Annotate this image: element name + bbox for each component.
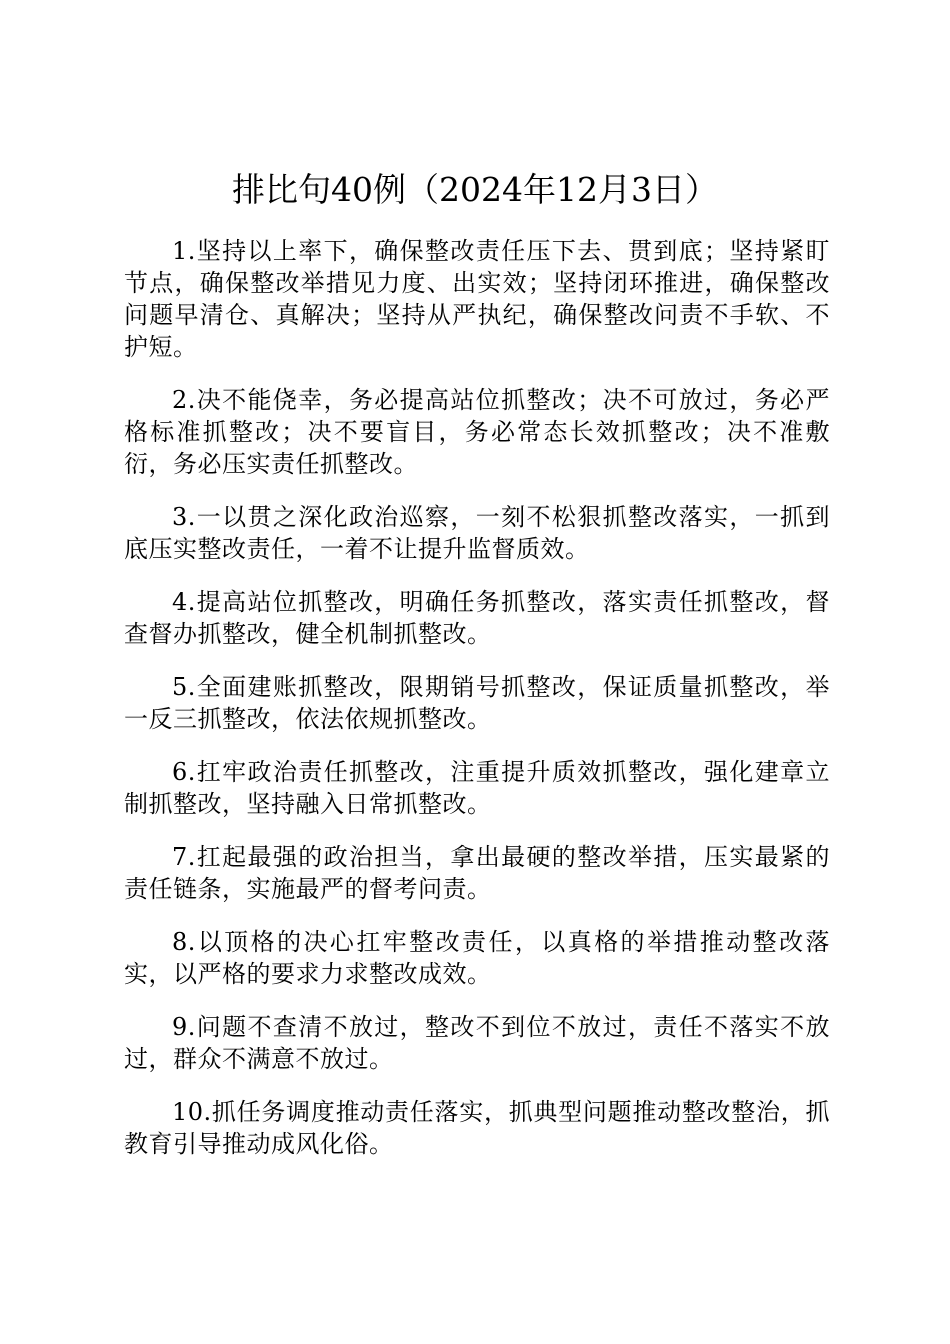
paragraph-4: 4.提高站位抓整改，明确任务抓整改，落实责任抓整改，督查督办抓整改，健全机制抓整改。: [124, 588, 830, 648]
paragraph-9: 9.问题不查清不放过，整改不到位不放过，责任不落实不放过，群众不满意不放过。: [124, 1013, 830, 1073]
paragraph-3: 3.一以贯之深化政治巡察，一刻不松狠抓整改落实，一抓到底压实整改责任，一着不让提升监督质效。: [124, 503, 830, 563]
paragraph-7: 7.扛起最强的政治担当，拿出最硬的整改举措，压实最紧的责任链条，实施最严的督考问责。: [124, 843, 830, 903]
document-body: [124, 235, 830, 1181]
paragraph-6: 6.扛牢政治责任抓整改，注重提升质效抓整改，强化建章立制抓整改，坚持融入日常抓整改。: [124, 758, 830, 818]
page-title: 排比句40例（2024年12月3日）: [232, 170, 718, 209]
paragraph-8: 8.以顶格的决心扛牢整改责任，以真格的举措推动整改落实，以严格的要求力求整改成效。: [124, 928, 830, 988]
paragraph-5: 5.全面建账抓整改，限期销号抓整改，保证质量抓整改，举一反三抓整改，依法依规抓整改。: [124, 673, 830, 733]
paragraph-2: 2.决不能侥幸，务必提高站位抓整改；决不可放过，务必严格标准抓整改；决不要盲目，务必常态长效抓整改；决不准敷衍，务必压实责任抓整改。: [124, 386, 830, 478]
paragraph-10: 10.抓任务调度推动责任落实，抓典型问题推动整改整治，抓教育引导推动成风化俗。: [124, 1098, 830, 1158]
paragraph-1: 1.坚持以上率下，确保整改责任压下去、贯到底；坚持紧盯节点，确保整改举措见力度、出实效；坚持闭环推进，确保整改问题早清仓、真解决；坚持从严执纪，确保整改问责不手软、不护短。: [124, 237, 830, 361]
